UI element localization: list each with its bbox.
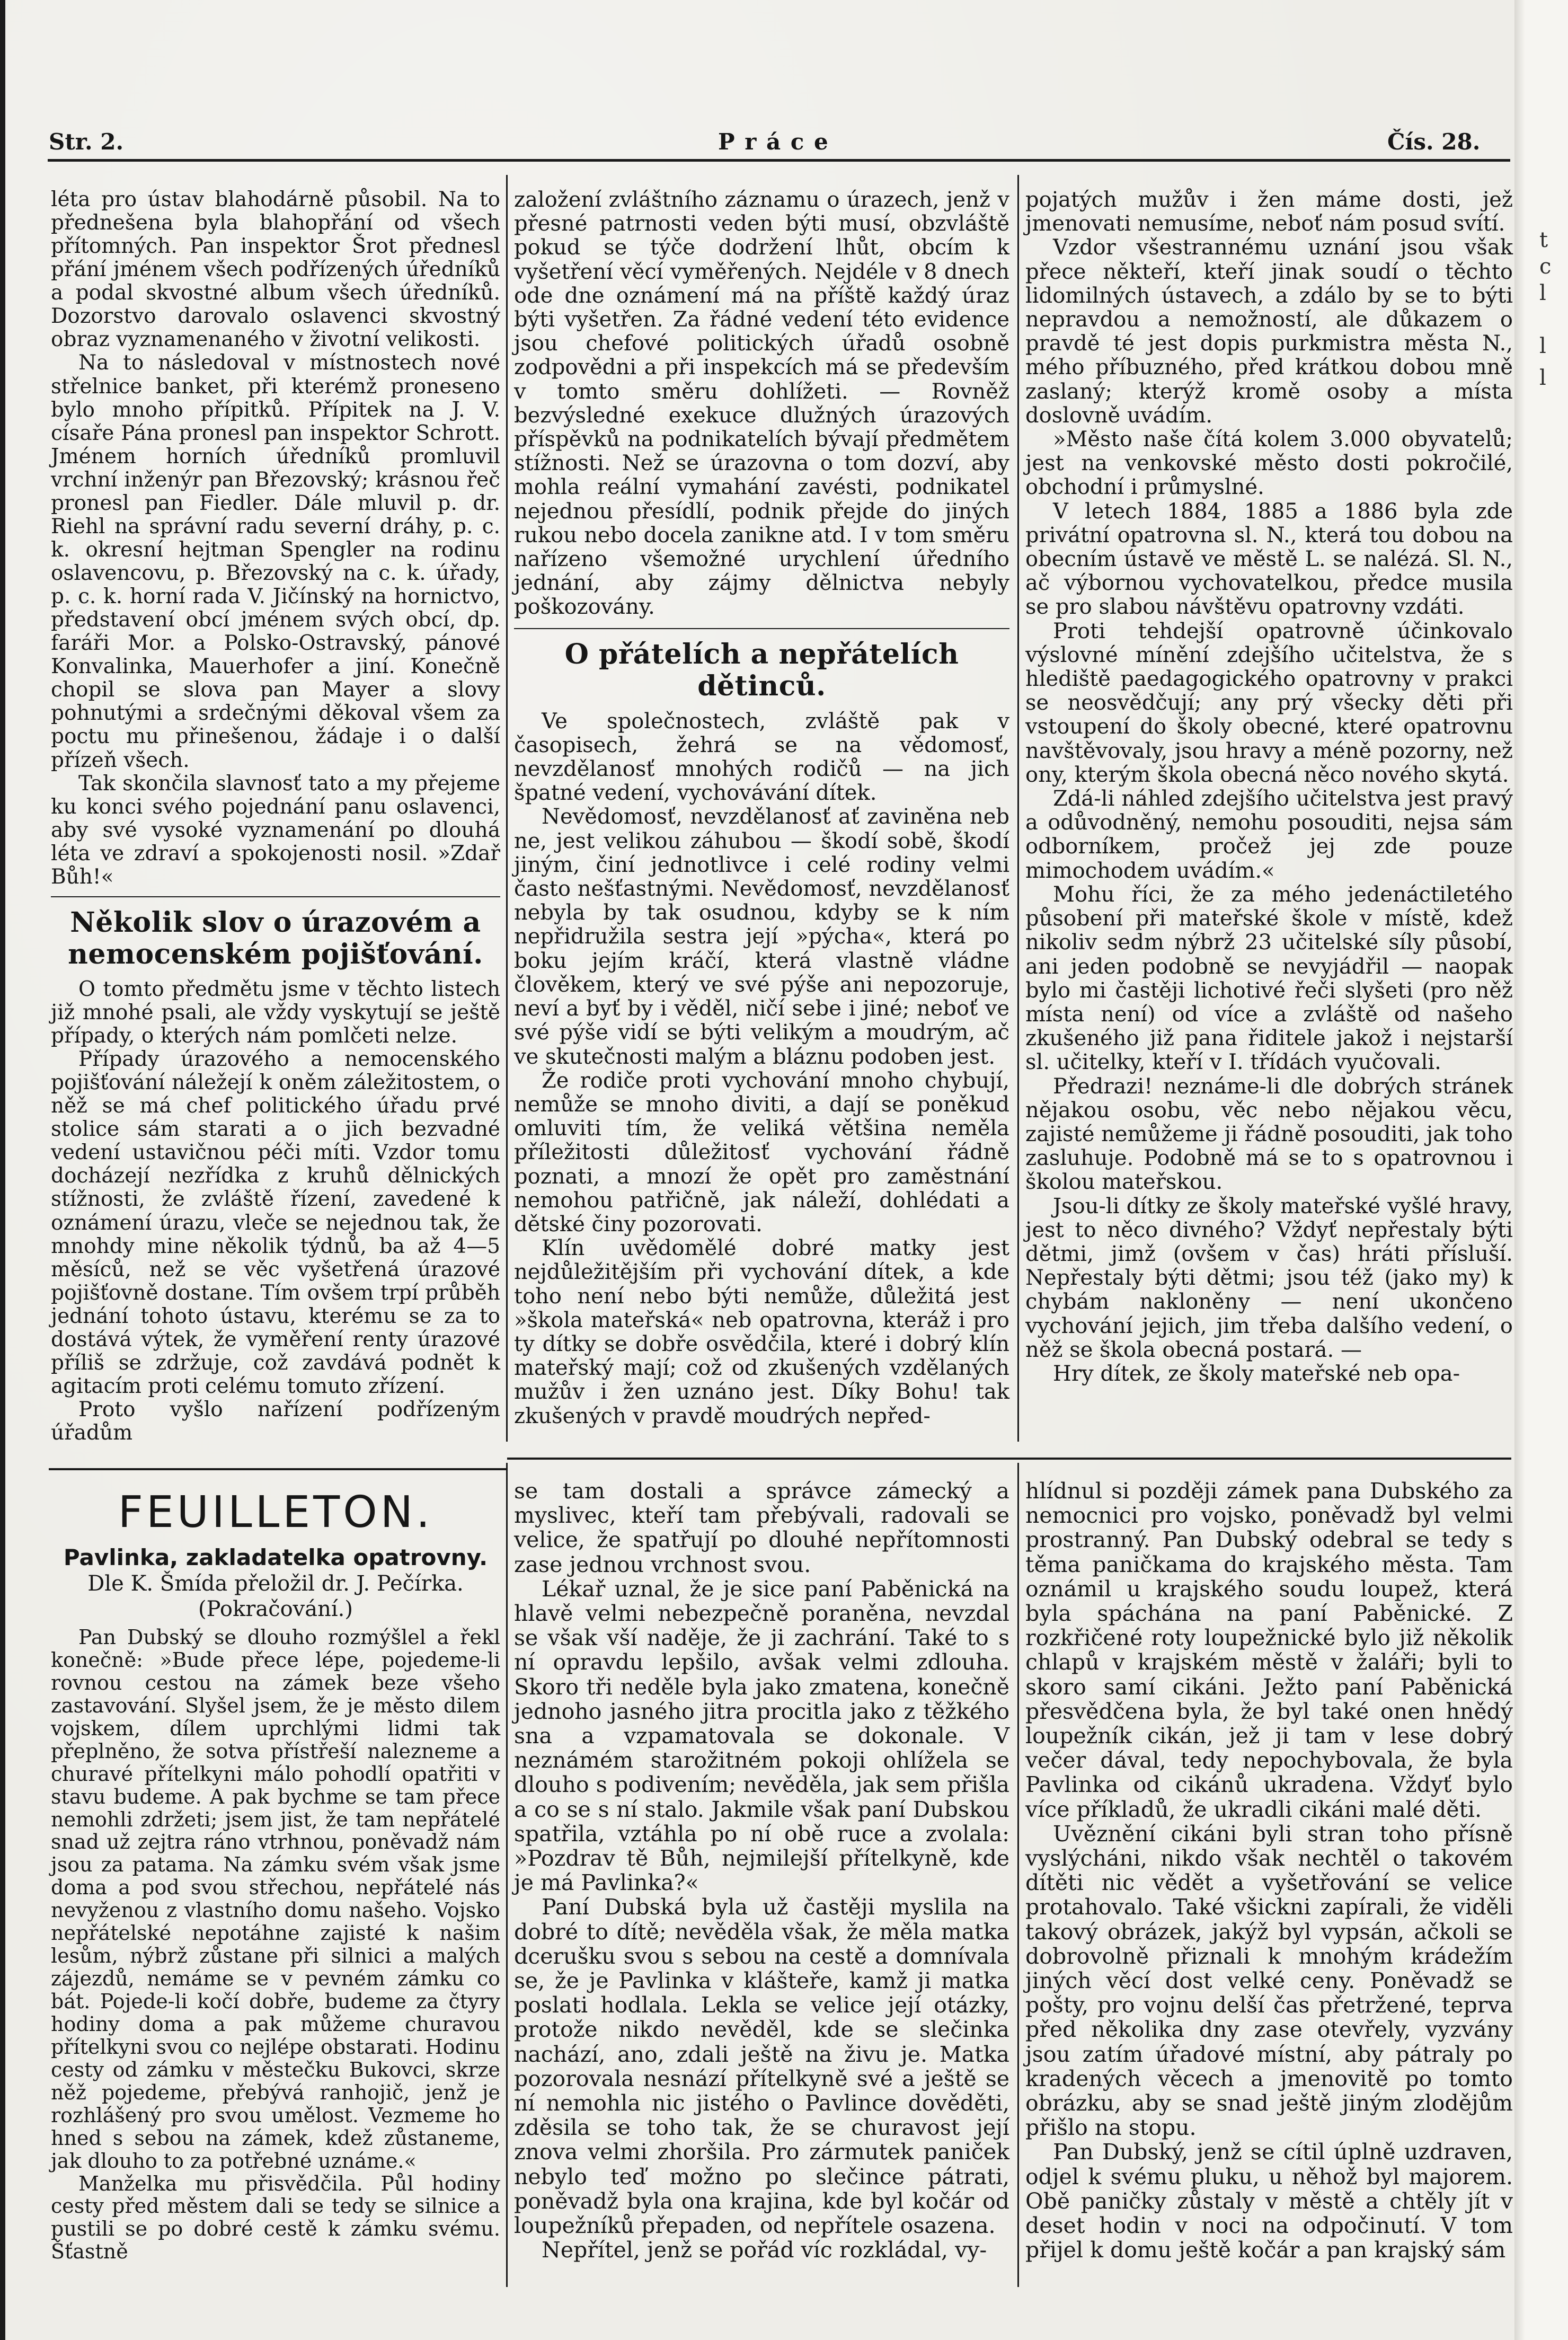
story-paragraph: Paní Dubská byla už častěji myslila na dobré to dítě; nevěděla však, že měla matka dcerušku svou s sebou na cestě a domnívala se, že je Pavlinka v klášteře, kamž ji matka poslati hodlala. Lekla se velice její otázky, protože nikdo nevěděl, kde se slečinka nachází, ano, zdali ještě na živu je. Matka pozorovala nesnází přítelkyně své a ještě se ní nemohla nic jistého o Pavlince dověděti, zděsila se toho tak, že se churavost její znova velmi zhoršila. Pro zármutek paniček nebylo teď možno po slečince pátrati, poněvadž byla ona krajina, kde byl kočár od loupežníků přepaden, od nepřítele osazena.: [514, 1894, 1009, 2239]
article-paragraph: Proto vyšlo nařízení podřízeným úřadům: [51, 1398, 500, 1445]
article-paragraph: Klín uvědomělé dobré matky jest nejdůležitějším při vychování dítek, a kde toho není nebo býti nemůže, důležitá jest »škola mateřská« neb opatrovna, kteráž i pro ty dítky se dobře osvědčila, které i dobrý klín mateřský mají; což od zkušených vzdělaných mužův i žen uznáno jest. Díky Bohu! tak zkušených v pravdě moudrých nepřed-: [514, 1236, 1009, 1428]
column-rule: [1017, 175, 1019, 1442]
column-top-left: [51, 188, 500, 1445]
bleed-glyph: l: [1539, 366, 1546, 390]
article-paragraph: Zdá-li náhled zdejšího učitelstva jest pravý a odůvodněný, nemohu posouditi, nejsa sám odborníkem, pročež jej zde pouze mimochodem uvádím.«: [1025, 787, 1513, 883]
article-paragraph: V letech 1884, 1885 a 1886 byla zde privátní opatrovna sl. N., která tou dobou na obecním ústavě ve městě L. se nalézá. Sl. N., ač výbornou vychovatelkou, předce musila se pro slabou návštěvu opatrovny vzdáti.: [1025, 499, 1513, 620]
article-paragraph: Tak skončila slavnosť tato a my přejeme ku konci svého pojednání panu oslavenci, aby své vysoké vyznamenání po dlouhá léta ve zdraví a spokojenosti nosil. »Zdař Bůh!«: [51, 771, 500, 889]
article-paragraph: pojatých mužův i žen máme dosti, jež jmenovati nemusíme, neboť nám posud svítí.: [1025, 188, 1513, 236]
issue-number: Čís. 28.: [1387, 129, 1481, 155]
article-heading: O přátelích a nepřátelích dětinců.: [564, 638, 959, 702]
page-number: Str. 2.: [49, 129, 124, 155]
story-paragraph: Pan Dubský, jenž se cítil úplně uzdraven, odjel k svému pluku, u něhož byl majorem. Obě paničky zůstaly v městě a chtěly jít v deset hodin v noci na odpočinutí. V tom přijel k domu ještě kočár a pan krajský sám: [1025, 2139, 1513, 2263]
story-paragraph: hlídnul si později zámek pana Dubského za nemocnici pro vojsko, poněvadž byl velmi prostranný. Pan Dubský odebral se tedy s těma paničkama do krajského města. Tam oznámil u krajského soudu loupež, která byla spáchána na paní Paběnické. Z rozkřičené roty loupežnické bylo již několik chlapů v krajském městě v žaláři; byli to skoro samí cikáni. Ježto paní Paběnická přesvědčena byla, že byl také onen hnědý loupežník cikán, jež ji tam v lese dobrý večer dával, tedy nepochybovala, že byla Pavlinka od cikánů ukradena. Vždyť bylo více příkladů, že ukradli cikáni malé děti.: [1025, 1478, 1513, 1822]
column-rule: [506, 175, 508, 1442]
feuilleton-column-2: [514, 1479, 1009, 2263]
article-paragraph: Ve společnostech, zvláště pak v časopisech, žehrá se na vědomosť, nevzdělanosť mnohých rodičů — na jich špatné vedení, vychovávání dítek.: [514, 709, 1009, 806]
article-paragraph: Případy úrazového a nemocenského pojišťování náležejí k oněm záležitostem, o něž se má chef politického úřadu prvé stolice sám starati a o jich bezvadné vedení ustavičnou péči míti. Vzdor tomu docházejí nezřídka z kruhů dělnických stížnosti, že zvláště řízení, zavedené k oznámení úrazu, vleče se nejednou tak, že mnohdy mine několik týdnů, ba až 4—5 měsíců, než se věc vyšetřená úrazové pojišťovně dostane. Tím ovšem trpí průběh jednání tohoto ústavu, kterému se za to dostává výtek, že vyměření renty úrazové příliš se zdržuje, což zavdává podnět k agitacím proti celému tomuto zřízení.: [51, 1047, 500, 1398]
column-top-middle: [514, 188, 1009, 1428]
article-paragraph: Jsou-li dítky ze školy mateřské vyšlé hravy, jest to něco divného? Vždyť nepřestaly býti dětmi, jimž (ovšem v čas) hráti přísluší. Nepřestaly býti dětmi; jsou též (jako my) k chybám nakloněny — není ukončeno vychování jejich, jim třeba dalšího vedení, o něž se škola obecná postará. —: [1025, 1194, 1513, 1362]
article-paragraph: Že rodiče proti vychování mnoho chybují, nemůže se mnoho diviti, a dají se poněkud omluviti tím, že veliká většina neměla příležitosti důležitosť vychování řádně poznati, a mnozí že opět pro zaměstnání nemohou patřičně, jak náleží, dohlédati a dětské činy pozorovati.: [514, 1068, 1009, 1237]
story-paragraph: Lékař uznal, že je sice paní Paběnická na hlavě velmi nebezpečně poraněna, nevzdal se však vší naděje, že ji zachrání. Také to s ní opravdu lepšilo, avšak velmi zdlouha. Skoro tři neděle byla jako zmatena, konečně jednoho jasného jitra procitla jako z těžkého sna a vzpamatovala se dokonale. V neznámém starožitném pokoji ohlížela se dlouho s podivením; nevěděla, jak sem přišla a co se s ní stalo. Jakmile však paní Dubskou spatřila, vztáhla po ní obě ruce a zvolala: »Pozdrav tě Bůh, nejmilejší přítelkyně, kde je má Pavlinka?«: [514, 1576, 1009, 1896]
column-top-right: [1025, 188, 1513, 1386]
article-paragraph: založení zvláštního záznamu o úrazech, jenž v přesné patrnosti veden býti musí, obzvláště pokud se týče dodržení lhůt, obcím k vyšetření věcí vyměřených. Nejdéle v 8 dnech ode dne oznámení má na příště každý úraz býti vyšetřen. Za řádné vedení této evidence jsou chefové politických úřadů osobně zodpovědni a při inspekcích má se především v tomto směru dohlížeti. — Rovněž bezvýsledné exekuce dlužných úrazových příspěvků na podnikatelích bývají předmětem stížnosti. Než se úrazovna o tom dozví, aby mohla reální vymahání zavésti, podnikatel nejednou přesídlí, podnik přejde do jiných rukou nebo docela zanikne atd. I v tom směru nařízeno všemožné urychlení úředního jednání, aby zájmy dělnictva nebyly poškozovány.: [514, 188, 1009, 620]
bleed-glyph: l: [1539, 281, 1546, 305]
article-paragraph: »Město naše čítá kolem 3.000 obyvatelů; jest na venkovské město dosti pokročilé, obchodní i průmyslné.: [1025, 427, 1513, 500]
article-paragraph: Vzdor všestrannému uznání jsou však přece někteří, kteří jinak soudí o těchto lidomilných ústavech, a zdálo by se to býti nepravdou a nemožností, ale důkazem o pravdě té jest dopis purkmistra města N., mého příbuzného, před krátkou dobou mně zaslaný; kterýž kromě osoby a místa doslovně uvádím.: [1025, 235, 1513, 428]
story-paragraph: Uvěznění cikáni byli stran toho přísně vyslýcháni, nikdo však nechtěl o takovém dítěti nic vědět a vyšetřování se velice protahovalo. Také všickni zapírali, že viděli takový obrázek, jakýž byl vypsán, ačkoli se dobrovolně přiznali k mnohým krádežím jiných věcí dost velké ceny. Poněvadž se pošty, pro vojnu delší čas přetržené, teprva před několika dny zase otevřely, vyzvány jsou zatím úřadové místní, aby pátraly po kradených věcech a jmenovitě po tomto obrázku, aby se snad ještě jiným zlodějům přišlo na stopu.: [1025, 1821, 1513, 2141]
newspaper-title: P r á c e: [718, 129, 829, 155]
article-paragraph: Předrazi! neznáme-li dle dobrých stránek nějakou osobu, věc nebo nějakou věcu, zajisté nemůžeme ji řádně posouditi, jak toho zasluhuje. Podobně má se to s opatrovnou i školou mateřskou.: [1025, 1074, 1513, 1195]
article-divider: [514, 628, 1009, 629]
article-paragraph: Proti tehdejší opatrovně účinkovalo výslovné mínění zdejšího učitelstva, že s hlediště paedagogického opatrovny v prakci se neosvědčují; any prý všecky děti při vstoupení do školy obecné, které opatrovnu navštěvovaly, jsou hravy a méně pozorny, než ony, kterým škola obecná něco nového skytá.: [1025, 619, 1513, 787]
feuilleton-column-1: [51, 1479, 500, 2263]
article-heading: Několik slov o úrazovém a nemocenském pojišťování.: [68, 906, 483, 970]
story-paragraph: Nepřítel, jenž se pořád víc rozkládal, vy-: [542, 2237, 987, 2263]
story-continuation: (Pokračování.): [198, 1597, 353, 1621]
story-byline: Dle K. Šmída přeložil dr. J. Pečírka.: [87, 1571, 464, 1596]
article-paragraph: O tomto předmětu jsme v těchto listech již mnohé psali, ale vždy vyskytují se ještě případy, o kterých nám pomlčeti nelze.: [51, 977, 500, 1048]
feuilleton-rule: [507, 1458, 1511, 1460]
feuilleton-masthead: FEUILLETON.: [118, 1487, 433, 1538]
column-rule: [1017, 1463, 1019, 2287]
article-paragraph: Mohu říci, že za mého jedenáctiletého působení při mateřské škole v místě, kdež nikoliv sedm nýbrž 23 učitelské síly působí, ani jeden podobně se nevyjádřil — naopak bylo mi častěji lichotivé řeči slyšeti (pro něž místa není) od více a zvláště od našeho zkušeného již pana řiditele jakož i nejstarší sl. učitelky, kteří v I. třídách vyučovali.: [1025, 882, 1513, 1075]
feuilleton-column-3: [1025, 1479, 1513, 2263]
article-paragraph: léta pro ústav blahodárně působil. Na to přednešena byla blahopřání od všech přítomných. Pan inspektor Šrot přednesl přání jménem všech podřízených úředníků a podal skvostné album všech úředníků. Dozorstvo darovalo oslavenci skvostný obraz vyznamenaného v životní velikosti.: [51, 188, 500, 352]
bleed-glyph: l: [1539, 334, 1546, 358]
scan-left-edge: [0, 0, 5, 2340]
column-rule: [506, 1463, 508, 2287]
header-rule: [48, 159, 1510, 162]
bleed-glyph: t: [1539, 228, 1548, 252]
story-paragraph: Pan Dubský se dlouho rozmýšlel a řekl konečně: »Bude přece lépe, pojedeme-li rovnou cestou na zámek beze všeho zastavování. Slyšel jsem, že je město dilem vojskem, dílem uprchlými lidmi tak přeplněno, že sotva přístřeší nalezneme a churavé přítelkyni málo pohodlí opatřiti v stavu budeme. A pak bychme se tam přece nemohli zdržeti; jsem jist, že tam nepřátelé snad už zejtra ráno vtrhnou, poněvadž nám jsou za patama. Na zámku svém však jsme doma a pod svou střechou, nepřátelé nás nevyženou z vlastního domu našeho. Vojsko nepřátelské nepotáhne zajisté k našim lesům, nýbrž zůstane při silnici a malých zájezdů, nemáme se v pevném zámku co bát. Pojede-li kočí dobře, budeme za čtyry hodiny doma a pak můžeme churavou přítelkyni svou co nejlépe obstarati. Hodinu cesty od zámku v městečku Bukovci, skrze něž pojedeme, přebývá ranhojič, jenž je rozhlášený pro svou umělost. Vezmeme ho hned s sebou na zámek, kdež zůstaneme, jak dlouho to za potřebné uznáme.«: [51, 1626, 500, 2173]
article-paragraph: Na to následoval v místnostech nové střelnice banket, při kterémž proneseno bylo mnoho přípitků. Přípitek na J. V. císaře Pána pronesl pan inspektor Schrott. Jménem horních úředníků promluvil vrchní inženýr pan Březovský; krásnou řeč pronesl pan Fiedler. Dále mluvil p. dr. Riehl na správní radu severní dráhy, p. c. k. okresní hejtman Spengler na rodinu oslavencovu, p. Březovský na c. k. úřady, p. c. k. horní rada V. Jičínský na hornictvo, představení obcí jménem svých obcí, dp. faráři Mor. a Polsko-Ostravský, pánové Konvalinka, Mauerhofer a jiní. Konečně chopil se slova pan Mayer a slovy pohnutými a srdečnými děkoval všem za poctu mu přinešenou, žádaje i o další přízeň všech.: [51, 351, 500, 772]
article-paragraph: Nevědomosť, nevzdělanosť ať zaviněna neb ne, jest velikou záhubou — škodí sobě, škodí jiným, činí jednotlivce i celé rodiny velmi často nešťastnými. Nevědomosť, nevzdělanosť nebyla by tak osudnou, kdyby se k ním nepřidružila sestra její »pýcha«, která po boku jejím kráčí, která vlastně vládne člověkem, který ve své pýše ani nepozoruje, neví a byť by i věděl, ničí sebe i jiné; neboť ve své pýše vidí se býti velikým a moudrým, ač ve skutečnosti malým a bláznu podoben jest.: [514, 805, 1009, 1069]
feuilleton-rule: [49, 1468, 507, 1470]
article-paragraph: Hry dítek, ze školy mateřské neb opa-: [1053, 1361, 1460, 1386]
story-title: Pavlinka, zakladatelka opatrovny.: [63, 1544, 488, 1570]
story-paragraph: se tam dostali a správce zámecký a myslivec, kteří tam přebývali, radovali se velice, že spatřují po dlouhé nepřítomnosti zase jednou vrchnost svou.: [514, 1478, 1009, 1577]
story-paragraph: Manželka mu přisvědčila. Půl hodiny cesty před městem dali se tedy se silnice a pustili se po dobré cestě k zámku svému. Šťastně: [51, 2171, 500, 2264]
article-divider: [51, 896, 500, 897]
bleed-glyph: c: [1539, 254, 1552, 279]
